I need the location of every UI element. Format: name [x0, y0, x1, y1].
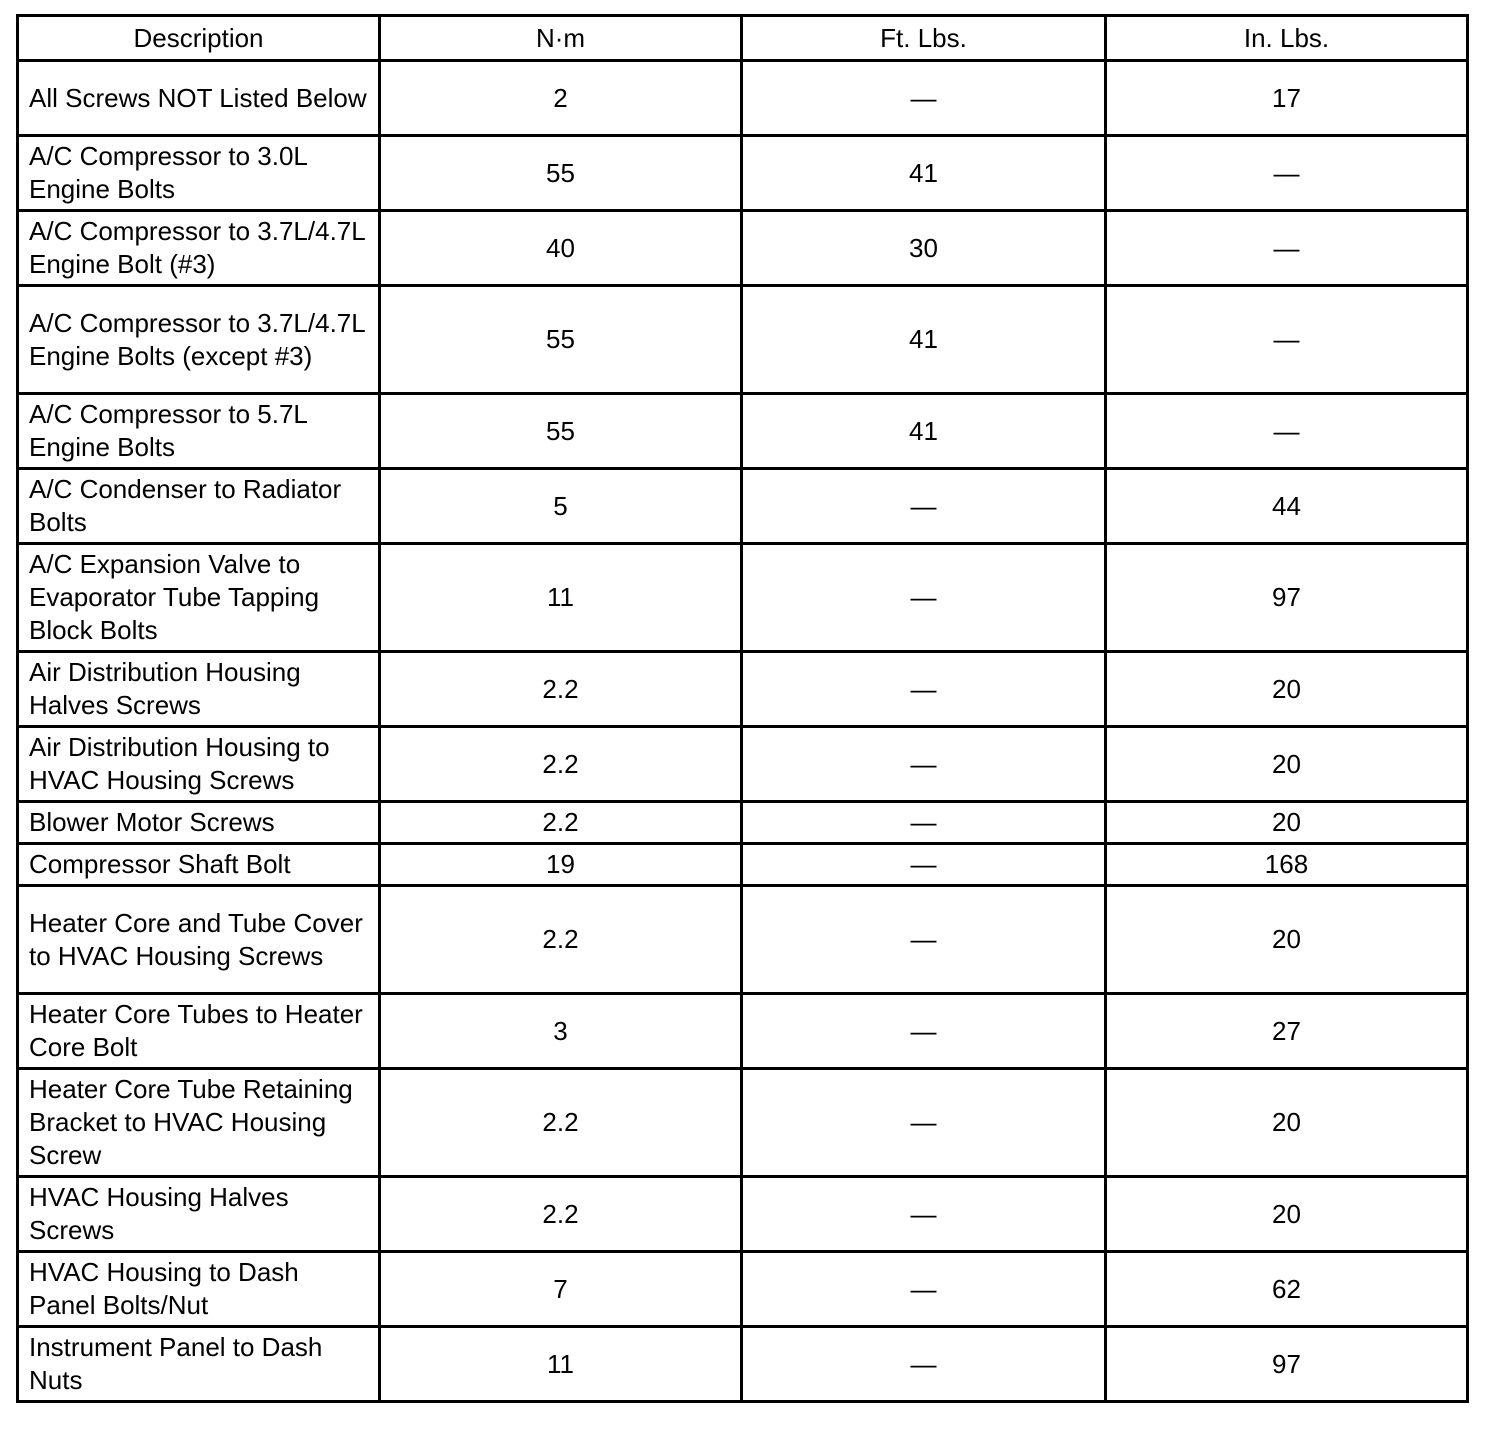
- ft-lbs-cell: 41: [742, 136, 1106, 211]
- in-lbs-cell: —: [1106, 394, 1468, 469]
- column-header-description: Description: [18, 16, 380, 61]
- ft-lbs-cell: —: [742, 844, 1106, 886]
- ft-lbs-cell: 41: [742, 394, 1106, 469]
- nm-cell: 2.2: [380, 652, 742, 727]
- description-cell: A/C Compressor to 3.0L Engine Bolts: [18, 136, 380, 211]
- table-row: [18, 394, 1468, 469]
- in-lbs-cell: —: [1106, 211, 1468, 286]
- description-cell: Air Distribution Housing Halves Screws: [18, 652, 380, 727]
- in-lbs-cell: 20: [1106, 1177, 1468, 1252]
- ft-lbs-cell: —: [742, 727, 1106, 802]
- in-lbs-cell: 20: [1106, 652, 1468, 727]
- table-row: [18, 136, 1468, 211]
- table-row: [18, 886, 1468, 994]
- description-cell: A/C Expansion Valve to Evaporator Tube Tapping Block Bolts: [18, 544, 380, 652]
- description-cell: All Screws NOT Listed Below: [18, 61, 380, 136]
- column-header-ft-lbs: Ft. Lbs.: [742, 16, 1106, 61]
- description-cell: HVAC Housing Halves Screws: [18, 1177, 380, 1252]
- in-lbs-cell: 17: [1106, 61, 1468, 136]
- in-lbs-cell: 20: [1106, 886, 1468, 994]
- ft-lbs-cell: —: [742, 469, 1106, 544]
- ft-lbs-cell: —: [742, 544, 1106, 652]
- ft-lbs-cell: —: [742, 1177, 1106, 1252]
- table-row: [18, 727, 1468, 802]
- nm-cell: 7: [380, 1252, 742, 1327]
- nm-cell: 2.2: [380, 1069, 742, 1177]
- table-row: [18, 286, 1468, 394]
- ft-lbs-cell: —: [742, 1252, 1106, 1327]
- in-lbs-cell: —: [1106, 286, 1468, 394]
- nm-cell: 11: [380, 544, 742, 652]
- nm-cell: 2.2: [380, 727, 742, 802]
- description-cell: Compressor Shaft Bolt: [18, 844, 380, 886]
- table-row: [18, 544, 1468, 652]
- in-lbs-cell: 20: [1106, 727, 1468, 802]
- column-header-in-lbs: In. Lbs.: [1106, 16, 1468, 61]
- column-header-nm: N·m: [380, 16, 742, 61]
- description-cell: Instrument Panel to Dash Nuts: [18, 1327, 380, 1402]
- description-cell: Heater Core Tubes to Heater Core Bolt: [18, 994, 380, 1069]
- in-lbs-cell: 20: [1106, 1069, 1468, 1177]
- ft-lbs-cell: —: [742, 994, 1106, 1069]
- in-lbs-cell: 62: [1106, 1252, 1468, 1327]
- in-lbs-cell: 44: [1106, 469, 1468, 544]
- table-row: [18, 469, 1468, 544]
- table-row: [18, 1327, 1468, 1402]
- table-row: [18, 211, 1468, 286]
- description-cell: Blower Motor Screws: [18, 802, 380, 844]
- nm-cell: 11: [380, 1327, 742, 1402]
- nm-cell: 5: [380, 469, 742, 544]
- in-lbs-cell: 168: [1106, 844, 1468, 886]
- nm-cell: 2.2: [380, 886, 742, 994]
- in-lbs-cell: 97: [1106, 1327, 1468, 1402]
- table-row: [18, 1252, 1468, 1327]
- description-cell: A/C Compressor to 3.7L/4.7L Engine Bolts (except #3): [18, 286, 380, 394]
- description-cell: A/C Compressor to 3.7L/4.7L Engine Bolt (#3): [18, 211, 380, 286]
- ft-lbs-cell: —: [742, 802, 1106, 844]
- table-row: [18, 1069, 1468, 1177]
- ft-lbs-cell: 41: [742, 286, 1106, 394]
- ft-lbs-cell: —: [742, 652, 1106, 727]
- ft-lbs-cell: —: [742, 61, 1106, 136]
- in-lbs-cell: 27: [1106, 994, 1468, 1069]
- table-row: [18, 802, 1468, 844]
- description-cell: Air Distribution Housing to HVAC Housing Screws: [18, 727, 380, 802]
- nm-cell: 3: [380, 994, 742, 1069]
- ft-lbs-cell: —: [742, 1069, 1106, 1177]
- torque-spec-table: [16, 14, 1469, 1403]
- in-lbs-cell: 97: [1106, 544, 1468, 652]
- table-row: [18, 844, 1468, 886]
- description-cell: Heater Core and Tube Cover to HVAC Housing Screws: [18, 886, 380, 994]
- table-row: [18, 61, 1468, 136]
- nm-cell: 2: [380, 61, 742, 136]
- nm-cell: 55: [380, 136, 742, 211]
- description-cell: A/C Compressor to 5.7L Engine Bolts: [18, 394, 380, 469]
- nm-cell: 55: [380, 286, 742, 394]
- description-cell: A/C Condenser to Radiator Bolts: [18, 469, 380, 544]
- nm-cell: 40: [380, 211, 742, 286]
- in-lbs-cell: —: [1106, 136, 1468, 211]
- table-row: [18, 1177, 1468, 1252]
- nm-cell: 2.2: [380, 1177, 742, 1252]
- ft-lbs-cell: —: [742, 1327, 1106, 1402]
- description-cell: HVAC Housing to Dash Panel Bolts/Nut: [18, 1252, 380, 1327]
- in-lbs-cell: 20: [1106, 802, 1468, 844]
- nm-cell: 19: [380, 844, 742, 886]
- nm-cell: 2.2: [380, 802, 742, 844]
- description-cell: Heater Core Tube Retaining Bracket to HVAC Housing Screw: [18, 1069, 380, 1177]
- table-header-row: [18, 16, 1468, 61]
- nm-cell: 55: [380, 394, 742, 469]
- table-row: [18, 652, 1468, 727]
- ft-lbs-cell: —: [742, 886, 1106, 994]
- table-row: [18, 994, 1468, 1069]
- ft-lbs-cell: 30: [742, 211, 1106, 286]
